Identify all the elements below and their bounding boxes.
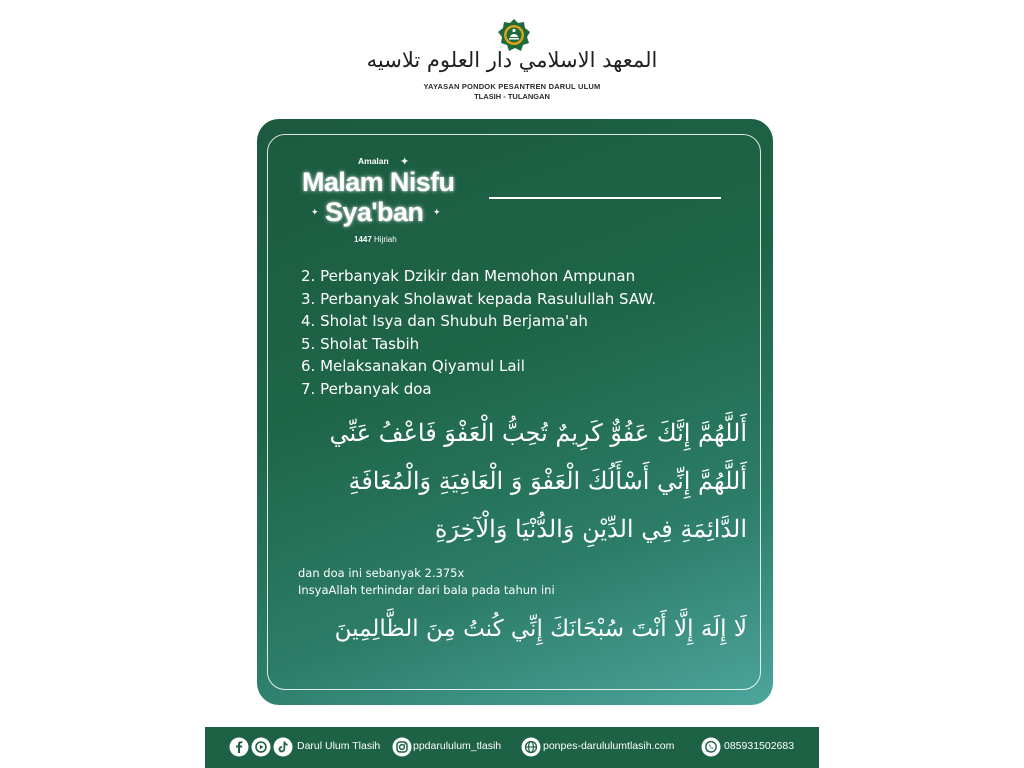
sparkle-icon: ✦ bbox=[433, 208, 441, 218]
hijri-year-line bbox=[354, 235, 397, 244]
globe-icon[interactable] bbox=[521, 737, 541, 757]
list-item: 6. Melaksanakan Qiyamul Lail bbox=[301, 357, 525, 375]
hijri-year: 1447 bbox=[354, 235, 372, 244]
title-line2: Sya'ban bbox=[325, 197, 424, 227]
footer-social-name[interactable]: Darul Ulum Tlasih bbox=[297, 740, 381, 752]
dua-main-text: أَللَّهُمَّ إِنَّكَ عَفُوٌّ كَرِيمٌ تُحِبُّ الْعَفْوَ فَاعْفُ عَنِّي أَللَّهُمَّ إِنِّي أَسْأَلُكَ الْعَفْوَ وَ الْعَافِيَةِ وَالْمُعَافَةِ الدَّائِمَةِ فِي الدِّيْنِ وَالدُّنْيَا وَالْآخِرَةِ bbox=[329, 419, 747, 543]
organization-location: TLASIH - TULANGAN bbox=[474, 92, 550, 101]
amalan-list bbox=[301, 265, 656, 400]
organization-name: YAYASAN PONDOK PESANTREN DARUL ULUM bbox=[423, 82, 601, 91]
dua-note-count: dan doa ini sebanyak 2.375x bbox=[298, 566, 465, 580]
list-item: 7. Perbanyak doa bbox=[301, 379, 432, 398]
title-divider bbox=[489, 197, 721, 199]
list-item: 5. Sholat Tasbih bbox=[301, 334, 420, 353]
facebook-icon[interactable] bbox=[229, 737, 249, 757]
youtube-icon[interactable] bbox=[251, 737, 271, 757]
title-line1: Malam Nisfu bbox=[302, 167, 455, 197]
footer-bar bbox=[205, 727, 819, 768]
list-item: 4. Sholat Isya dan Shubuh Berjama'ah bbox=[301, 312, 588, 330]
badge-amalan: Amalan bbox=[358, 156, 389, 166]
tiktok-icon[interactable] bbox=[273, 737, 293, 757]
amalan-card bbox=[257, 119, 773, 705]
whatsapp-icon[interactable] bbox=[701, 737, 721, 757]
dua-second-text: لَا إِلَهَ إِلَّا أَنْتَ سُبْحَانَكَ إِنِّي كُنتُ مِنَ الظَّالِمِينَ bbox=[334, 616, 747, 642]
school-arabic-name: المعهد الاسلامي دار العلوم تلاسيه bbox=[366, 48, 658, 72]
footer-whatsapp-number[interactable]: 085931502683 bbox=[724, 740, 795, 752]
list-item: 2. Perbanyak Dzikir dan Memohon Ampunan bbox=[301, 267, 636, 285]
sparkle-icon: ✦ bbox=[311, 208, 319, 218]
logo-emblem bbox=[497, 18, 531, 52]
instagram-icon[interactable] bbox=[392, 737, 412, 757]
footer-instagram-handle[interactable]: ppdarululum_tlasih bbox=[413, 740, 502, 752]
footer-website[interactable]: ponpes-darululumtlasih.com bbox=[543, 740, 675, 752]
dua-note-benefit: InsyaAllah terhindar dari bala pada tahun ini bbox=[298, 583, 555, 597]
sparkle-icon: ✦ bbox=[400, 155, 410, 168]
list-item: 3. Perbanyak Sholawat kepada Rasulullah SAW. bbox=[301, 289, 657, 308]
hijri-word: Hijriah bbox=[374, 235, 397, 244]
